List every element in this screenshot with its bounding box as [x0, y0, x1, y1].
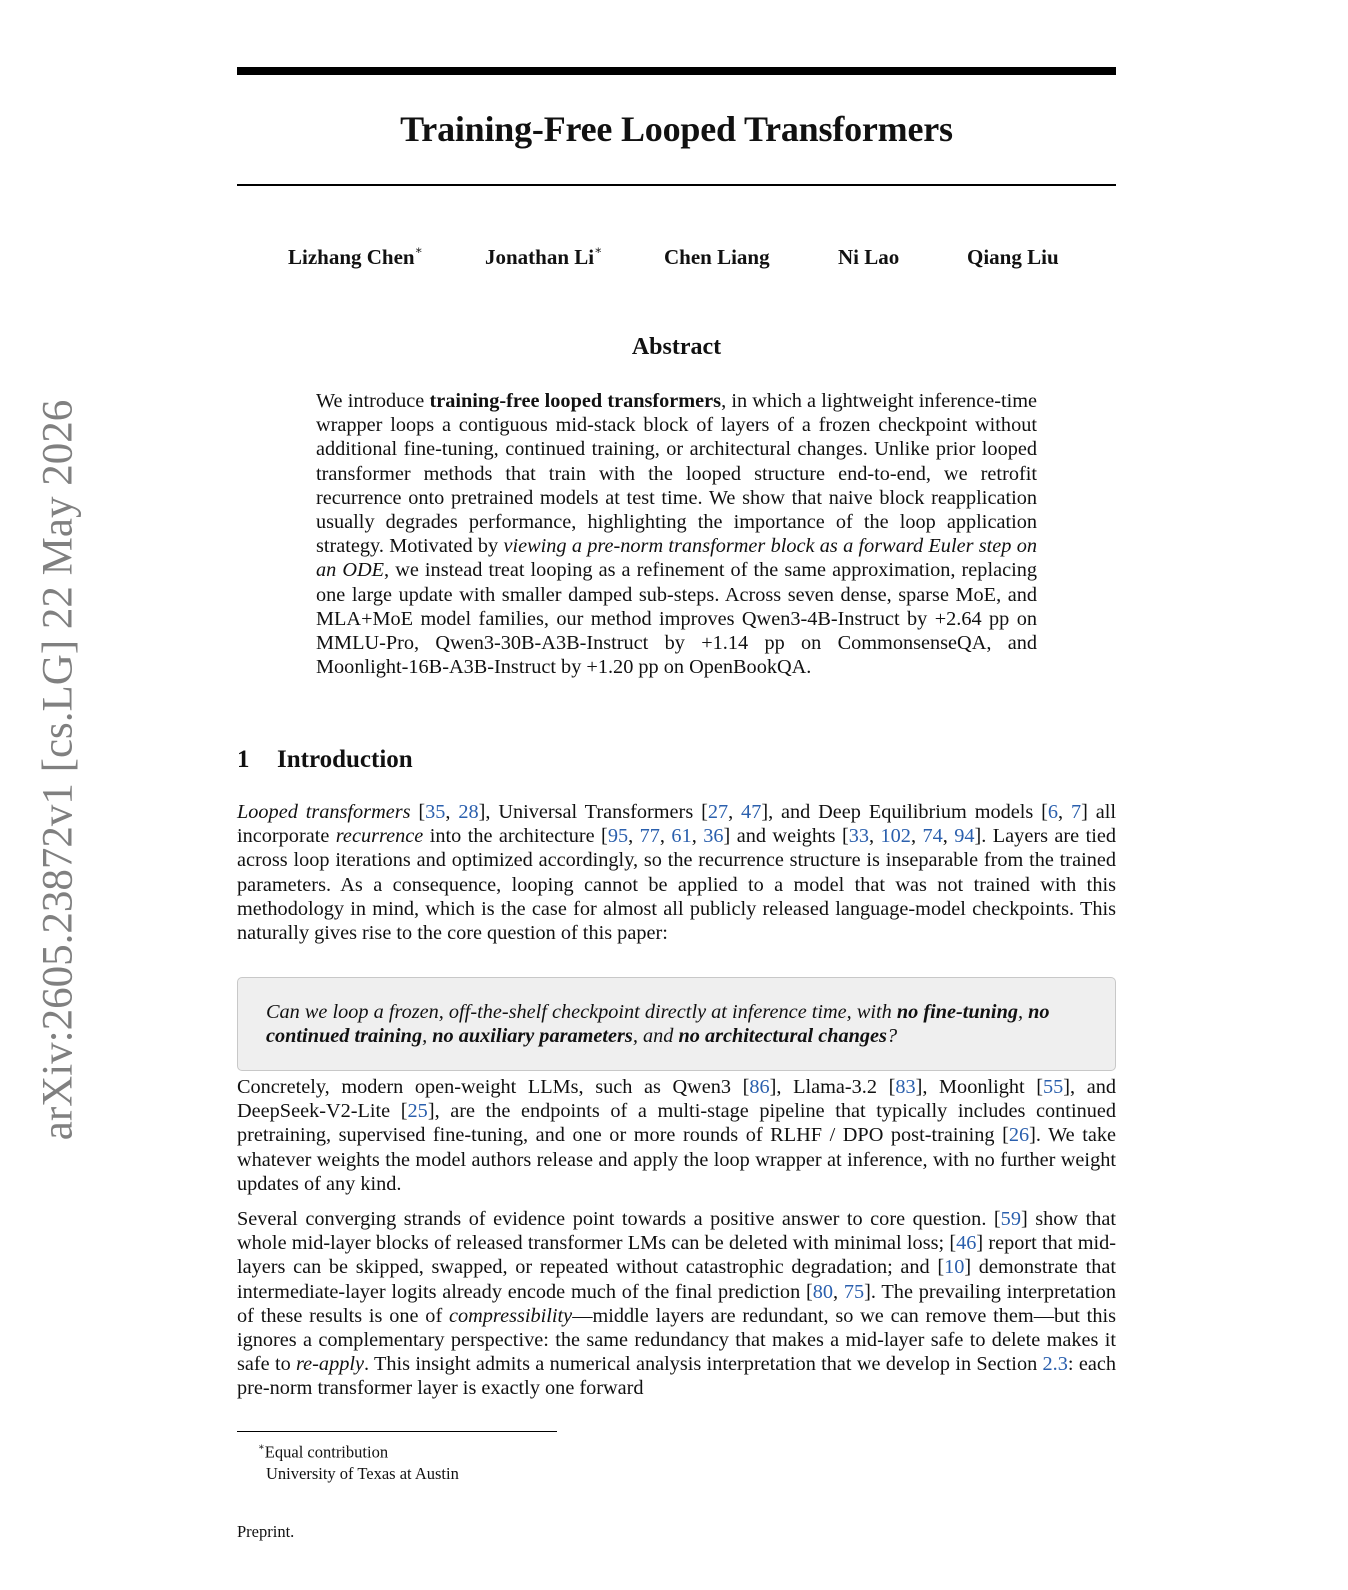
- title-bottom-rule: [237, 184, 1116, 186]
- citation-link[interactable]: 47: [741, 801, 762, 823]
- footnote-rule: [237, 1431, 557, 1432]
- citation-link[interactable]: 28: [458, 801, 479, 823]
- core-question-text: Can we loop a frozen, off-the-shelf checkpoint directly at inference time, with no fine-tuning, no continued training, no auxiliary parameters, and no architectural changes?: [266, 1001, 1050, 1048]
- citation-link[interactable]: 55: [1043, 1076, 1064, 1098]
- citation-link[interactable]: 33: [848, 825, 869, 848]
- citation-link[interactable]: 86: [749, 1076, 770, 1098]
- intro-paragraph-2: Concretely, modern open-weight LLMs, such as Qwen3 [86], Llama-3.2 [83], Moonlight [55], and DeepSeek-V2-Lite [25], are the endpoints of a multi-stage pipeline that typically includes continued pretraining, supervised fine-tuning, and one or more rounds of RLHF / DPO post-training [26]. We take whatever weights the model authors release and apply the loop wrapper at inference, with no further weight updates of any kind.: [237, 1076, 1116, 1195]
- intro-paragraph-1: Looped transformers [35, 28], Universal Transformers [27, 47], and Deep Equilibrium models [6, 7] all incorporate recurrence into the architecture [95, 77, 61, 36] and weights [33, 102, 74, 94]. Layers are tied across loop iterations and optimized accordingly, so the recurrence structure is inseparable from the trained parameters. As a consequence, looping cannot be applied to a model that was not trained with this methodology in mind, which is the case for almost all publicly released language-model checkpoints. This naturally gives rise to the core question of this paper:: [237, 801, 1117, 945]
- citation-link[interactable]: 46: [956, 1232, 977, 1255]
- author: Lizhang Chen∗: [288, 243, 423, 269]
- citation-link[interactable]: 61: [671, 825, 692, 848]
- citation-link[interactable]: 75: [843, 1280, 865, 1303]
- citation-link[interactable]: 7: [1070, 801, 1082, 823]
- citation-link[interactable]: 59: [1000, 1208, 1021, 1230]
- citation-link[interactable]: 35: [425, 801, 446, 823]
- citation-link[interactable]: 26: [1008, 1124, 1030, 1147]
- section-title: Introduction: [277, 746, 413, 773]
- citation-link[interactable]: 94: [954, 825, 975, 848]
- citation-link[interactable]: 74: [922, 825, 943, 848]
- citation-link[interactable]: 102: [880, 825, 911, 848]
- paper-title: Training-Free Looped Transformers: [400, 109, 953, 149]
- author: Qiang Liu: [967, 245, 1059, 269]
- title-top-rule: [237, 67, 1116, 75]
- citation-link[interactable]: 10: [944, 1256, 965, 1279]
- section-reference-link[interactable]: 2.3: [1042, 1353, 1068, 1376]
- citation-link[interactable]: 6: [1047, 801, 1059, 823]
- footnote-equal-contribution: ∗Equal contribution: [258, 1442, 389, 1462]
- citation-link[interactable]: 95: [607, 825, 629, 848]
- citation-link[interactable]: 25: [407, 1100, 428, 1123]
- abstract-body: We introduce training-free looped transformers, in which a lightweight inference-time wrapper loops a contiguous mid-stack block of layers of a frozen checkpoint without additional fine-tuning, continued training, or architectural changes. Unlike prior looped transformer methods that train with the looped structure end-to-end, we retrofit recurrence onto pretrained models at test time. We show that naive block reapplication usually degrades performance, highlighting the importance of the loop application strategy. Motivated by viewing a pre-norm transformer block as a forward Euler step on an ODE, we instead treat looping as a refinement of the same approximation, replacing one large update with smaller damped sub-steps. Across seven dense, sparse MoE, and MLA+MoE model families, our method improves Qwen3-4B-Instruct by +2.64 pp on MMLU-Pro, Qwen3-30B-A3B-Instruct by +1.14 pp on CommonsenseQA, and Moonlight-16B-A3B-Instruct by +1.20 pp on OpenBookQA.: [316, 390, 1037, 679]
- footnotes: [258, 1438, 459, 1484]
- citation-link[interactable]: 36: [703, 825, 724, 848]
- core-question-box: [237, 977, 1116, 1071]
- citation-link[interactable]: 27: [707, 801, 729, 823]
- author-list: [0, 245, 1348, 275]
- citation-link[interactable]: 77: [639, 825, 660, 848]
- citation-link[interactable]: 80: [812, 1280, 834, 1303]
- citation-link[interactable]: 83: [895, 1076, 916, 1098]
- section-number: 1: [237, 746, 250, 773]
- author: Jonathan Li∗: [485, 243, 603, 269]
- arxiv-identifier: arXiv:2605.23872v1 [cs.LG] 22 May 2026: [34, 399, 82, 1141]
- footnote-affiliation: University of Texas at Austin: [266, 1463, 459, 1483]
- intro-paragraph-3: Several converging strands of evidence point towards a positive answer to core question. [59] show that whole mid-layer blocks of released transformer LMs can be deleted with minimal loss; [46] report that mid-layers can be skipped, swapped, or repeated without catastrophic degradation; and [10] demonstrate that intermediate-layer logits already encode much of the final prediction [80, 75]. The prevailing interpretation of these results is one of compressibility—middle layers are redundant, so we can remove them—but this ignores a complementary perspective: the same redundancy that makes a mid-layer safe to delete makes it safe to re-apply. This insight admits a numerical analysis interpretation that we develop in Section 2.3: each pre-norm transformer layer is exactly one forward: [237, 1208, 1116, 1400]
- abstract-heading: Abstract: [631, 334, 722, 360]
- author: Ni Lao: [838, 245, 900, 269]
- preprint-label: Preprint.: [237, 1522, 295, 1541]
- section-heading-introduction: [237, 746, 413, 774]
- author: Chen Liang: [664, 245, 770, 269]
